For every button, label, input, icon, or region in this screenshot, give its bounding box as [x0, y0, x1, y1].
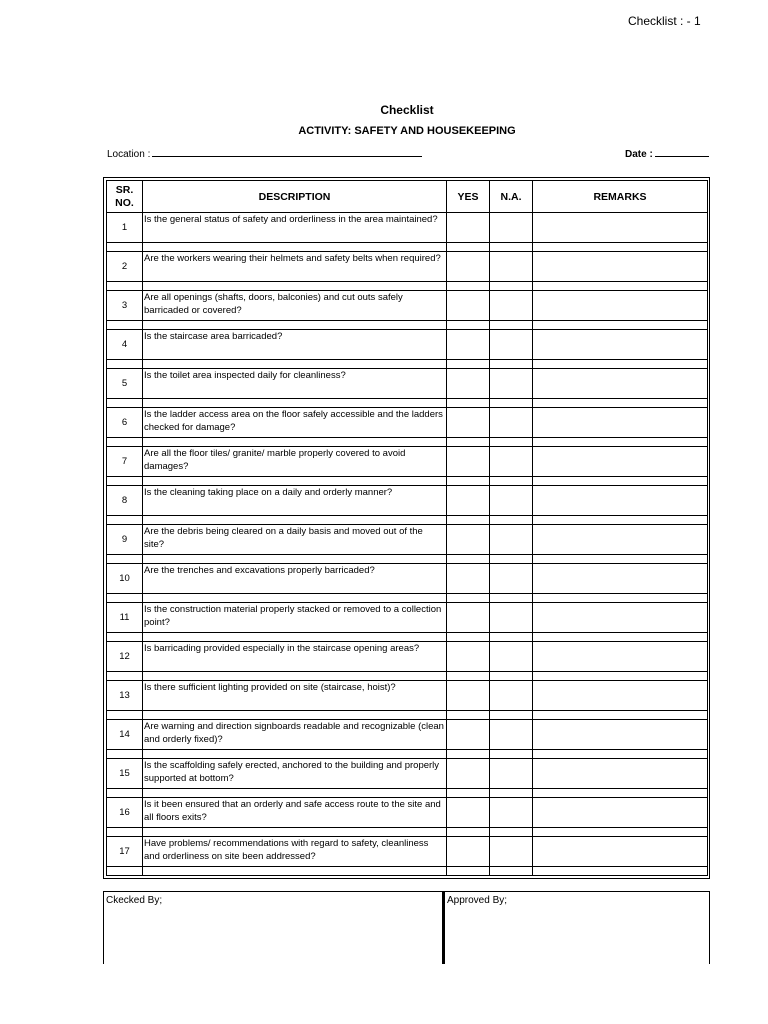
- spacer-cell: [533, 438, 708, 447]
- checklist-table: [106, 180, 708, 876]
- row-spacer: [107, 672, 708, 681]
- description-cell: Is the general status of safety and orderliness in the area maintained?: [143, 213, 447, 243]
- remarks-cell[interactable]: [533, 603, 708, 633]
- column-header-yes: YES: [447, 181, 490, 213]
- row-spacer: [107, 594, 708, 603]
- description-cell: Are the debris being cleared on a daily basis and moved out of the site?: [143, 525, 447, 555]
- table-row: [107, 720, 708, 750]
- row-spacer: [107, 828, 708, 837]
- spacer-cell: [143, 867, 447, 876]
- activity-title: ACTIVITY: SAFETY AND HOUSEKEEPING: [298, 125, 516, 137]
- spacer-cell: [490, 750, 533, 759]
- row-spacer: [107, 711, 708, 720]
- spacer-cell: [447, 282, 490, 291]
- yes-checkbox-cell[interactable]: [447, 330, 490, 360]
- spacer-cell: [533, 321, 708, 330]
- row-spacer: [107, 867, 708, 876]
- spacer-cell: [143, 711, 447, 720]
- spacer-cell: [533, 594, 708, 603]
- sr-no-cell: 12: [107, 642, 143, 672]
- spacer-cell: [533, 828, 708, 837]
- remarks-cell[interactable]: [533, 798, 708, 828]
- spacer-cell: [447, 516, 490, 525]
- remarks-cell[interactable]: [533, 486, 708, 516]
- spacer-cell: [490, 789, 533, 798]
- yes-checkbox-cell[interactable]: [447, 447, 490, 477]
- table-row: [107, 798, 708, 828]
- spacer-cell: [490, 555, 533, 564]
- spacer-cell: [107, 711, 143, 720]
- yes-checkbox-cell[interactable]: [447, 837, 490, 867]
- spacer-cell: [490, 360, 533, 369]
- description-cell: Are the workers wearing their helmets and safety belts when required?: [143, 252, 447, 282]
- date-field: [625, 147, 709, 160]
- spacer-cell: [533, 477, 708, 486]
- spacer-cell: [490, 477, 533, 486]
- column-header-description: DESCRIPTION: [143, 181, 447, 213]
- spacer-cell: [107, 867, 143, 876]
- spacer-cell: [447, 867, 490, 876]
- table-row: [107, 837, 708, 867]
- yes-checkbox-cell[interactable]: [447, 291, 490, 321]
- remarks-cell[interactable]: [533, 369, 708, 399]
- table-row: [107, 408, 708, 438]
- spacer-cell: [490, 633, 533, 642]
- yes-checkbox-cell[interactable]: [447, 642, 490, 672]
- spacer-cell: [107, 672, 143, 681]
- spacer-cell: [143, 399, 447, 408]
- spacer-cell: [143, 672, 447, 681]
- spacer-cell: [447, 360, 490, 369]
- na-checkbox-cell[interactable]: [490, 252, 533, 282]
- remarks-cell[interactable]: [533, 291, 708, 321]
- description-cell: Is there sufficient lighting provided on site (staircase, hoist)?: [143, 681, 447, 711]
- description-cell: Have problems/ recommendations with regard to safety, cleanliness and orderliness on site been addressed?: [143, 837, 447, 867]
- column-header-sr-no: SR. NO.: [107, 181, 143, 213]
- na-checkbox-cell[interactable]: [490, 564, 533, 594]
- description-cell: Are warning and direction signboards readable and recognizable (clean and orderly fixed)?: [143, 720, 447, 750]
- na-checkbox-cell[interactable]: [490, 486, 533, 516]
- yes-checkbox-cell[interactable]: [447, 681, 490, 711]
- spacer-cell: [447, 243, 490, 252]
- spacer-cell: [107, 555, 143, 564]
- yes-checkbox-cell[interactable]: [447, 213, 490, 243]
- row-spacer: [107, 516, 708, 525]
- date-label: Date :: [625, 149, 653, 160]
- column-header-na: N.A.: [490, 181, 533, 213]
- spacer-cell: [143, 438, 447, 447]
- spacer-cell: [533, 711, 708, 720]
- remarks-cell[interactable]: [533, 447, 708, 477]
- remarks-cell[interactable]: [533, 330, 708, 360]
- row-spacer: [107, 555, 708, 564]
- spacer-cell: [107, 477, 143, 486]
- description-cell: Are the trenches and excavations properly barricaded?: [143, 564, 447, 594]
- spacer-cell: [107, 243, 143, 252]
- spacer-cell: [533, 399, 708, 408]
- description-cell: Is the ladder access area on the floor safely accessible and the ladders checked for damage?: [143, 408, 447, 438]
- table-row: [107, 369, 708, 399]
- sr-no-cell: 11: [107, 603, 143, 633]
- spacer-cell: [107, 438, 143, 447]
- sr-no-cell: 7: [107, 447, 143, 477]
- table-row: [107, 486, 708, 516]
- spacer-cell: [490, 321, 533, 330]
- spacer-cell: [447, 633, 490, 642]
- na-checkbox-cell[interactable]: [490, 291, 533, 321]
- na-checkbox-cell[interactable]: [490, 603, 533, 633]
- spacer-cell: [533, 516, 708, 525]
- yes-checkbox-cell[interactable]: [447, 759, 490, 789]
- row-spacer: [107, 399, 708, 408]
- table-row: [107, 603, 708, 633]
- yes-checkbox-cell[interactable]: [447, 486, 490, 516]
- table-row: [107, 447, 708, 477]
- spacer-cell: [143, 243, 447, 252]
- description-cell: Is barricading provided especially in the staircase opening areas?: [143, 642, 447, 672]
- location-label: Location :: [107, 149, 151, 160]
- spacer-cell: [447, 555, 490, 564]
- description-cell: Is the scaffolding safely erected, anchored to the building and properly supported at bottom?: [143, 759, 447, 789]
- column-header-remarks: REMARKS: [533, 181, 708, 213]
- checklist-rows: [107, 213, 708, 876]
- sr-no-cell: 9: [107, 525, 143, 555]
- yes-checkbox-cell[interactable]: [447, 408, 490, 438]
- approved-by-label: Approved By;: [447, 895, 508, 906]
- spacer-cell: [447, 672, 490, 681]
- spacer-cell: [490, 828, 533, 837]
- description-cell: Is the construction material properly stacked or removed to a collection point?: [143, 603, 447, 633]
- spacer-cell: [447, 750, 490, 759]
- signature-divider: [442, 892, 445, 964]
- spacer-cell: [447, 321, 490, 330]
- yes-checkbox-cell[interactable]: [447, 252, 490, 282]
- description-cell: Are all the floor tiles/ granite/ marble properly covered to avoid damages?: [143, 447, 447, 477]
- location-field: [107, 147, 422, 160]
- spacer-cell: [143, 594, 447, 603]
- row-spacer: [107, 360, 708, 369]
- yes-checkbox-cell[interactable]: [447, 525, 490, 555]
- yes-checkbox-cell[interactable]: [447, 369, 490, 399]
- table-row: [107, 759, 708, 789]
- na-checkbox-cell[interactable]: [490, 720, 533, 750]
- sr-no-cell: 4: [107, 330, 143, 360]
- table-row: [107, 525, 708, 555]
- sr-no-cell: 1: [107, 213, 143, 243]
- spacer-cell: [447, 711, 490, 720]
- yes-checkbox-cell[interactable]: [447, 720, 490, 750]
- date-blank-line[interactable]: [655, 147, 709, 157]
- spacer-cell: [107, 516, 143, 525]
- spacer-cell: [490, 438, 533, 447]
- spacer-cell: [107, 633, 143, 642]
- description-cell: Are all openings (shafts, doors, balconies) and cut outs safely barricaded or covered?: [143, 291, 447, 321]
- table-row: [107, 681, 708, 711]
- checklist-table-frame: [103, 177, 710, 879]
- remarks-cell[interactable]: [533, 564, 708, 594]
- spacer-cell: [107, 594, 143, 603]
- row-spacer: [107, 282, 708, 291]
- spacer-cell: [107, 828, 143, 837]
- row-spacer: [107, 438, 708, 447]
- remarks-cell[interactable]: [533, 837, 708, 867]
- remarks-cell[interactable]: [533, 681, 708, 711]
- spacer-cell: [107, 789, 143, 798]
- spacer-cell: [447, 789, 490, 798]
- sr-no-cell: 6: [107, 408, 143, 438]
- na-checkbox-cell[interactable]: [490, 408, 533, 438]
- spacer-cell: [107, 321, 143, 330]
- na-checkbox-cell[interactable]: [490, 369, 533, 399]
- spacer-cell: [533, 789, 708, 798]
- signature-section: [103, 891, 710, 964]
- sr-no-cell: 3: [107, 291, 143, 321]
- sr-no-cell: 2: [107, 252, 143, 282]
- spacer-cell: [490, 399, 533, 408]
- sr-no-cell: 15: [107, 759, 143, 789]
- remarks-cell[interactable]: [533, 525, 708, 555]
- spacer-cell: [107, 750, 143, 759]
- yes-checkbox-cell[interactable]: [447, 603, 490, 633]
- remarks-cell[interactable]: [533, 252, 708, 282]
- description-cell: Is it been ensured that an orderly and safe access route to the site and all floors exits?: [143, 798, 447, 828]
- sr-no-cell: 5: [107, 369, 143, 399]
- sr-no-cell: 16: [107, 798, 143, 828]
- row-spacer: [107, 477, 708, 486]
- row-spacer: [107, 633, 708, 642]
- spacer-cell: [447, 399, 490, 408]
- spacer-cell: [143, 633, 447, 642]
- spacer-cell: [447, 828, 490, 837]
- spacer-cell: [490, 594, 533, 603]
- spacer-cell: [447, 477, 490, 486]
- sr-no-cell: 8: [107, 486, 143, 516]
- spacer-cell: [107, 282, 143, 291]
- spacer-cell: [143, 828, 447, 837]
- spacer-cell: [533, 633, 708, 642]
- spacer-cell: [107, 399, 143, 408]
- na-checkbox-cell[interactable]: [490, 798, 533, 828]
- description-cell: Is the toilet area inspected daily for cleanliness?: [143, 369, 447, 399]
- row-spacer: [107, 789, 708, 798]
- na-checkbox-cell[interactable]: [490, 759, 533, 789]
- spacer-cell: [490, 711, 533, 720]
- spacer-cell: [143, 750, 447, 759]
- na-checkbox-cell[interactable]: [490, 681, 533, 711]
- spacer-cell: [107, 360, 143, 369]
- yes-checkbox-cell[interactable]: [447, 798, 490, 828]
- na-checkbox-cell[interactable]: [490, 525, 533, 555]
- remarks-cell[interactable]: [533, 408, 708, 438]
- table-row: [107, 564, 708, 594]
- spacer-cell: [533, 360, 708, 369]
- na-checkbox-cell[interactable]: [490, 447, 533, 477]
- na-checkbox-cell[interactable]: [490, 213, 533, 243]
- spacer-cell: [490, 282, 533, 291]
- spacer-cell: [143, 321, 447, 330]
- page-reference: Checklist : - 1: [628, 14, 701, 28]
- spacer-cell: [533, 672, 708, 681]
- spacer-cell: [447, 438, 490, 447]
- spacer-cell: [143, 282, 447, 291]
- remarks-cell[interactable]: [533, 642, 708, 672]
- checked-by-label: Ckecked By;: [106, 895, 163, 906]
- na-checkbox-cell[interactable]: [490, 330, 533, 360]
- table-row: [107, 642, 708, 672]
- sr-no-cell: 10: [107, 564, 143, 594]
- spacer-cell: [533, 243, 708, 252]
- row-spacer: [107, 243, 708, 252]
- table-row: [107, 252, 708, 282]
- spacer-cell: [533, 555, 708, 564]
- table-header-row: [107, 181, 708, 213]
- spacer-cell: [143, 516, 447, 525]
- remarks-cell[interactable]: [533, 213, 708, 243]
- spacer-cell: [533, 867, 708, 876]
- sr-no-cell: 17: [107, 837, 143, 867]
- spacer-cell: [490, 867, 533, 876]
- location-blank-line[interactable]: [152, 147, 422, 157]
- na-checkbox-cell[interactable]: [490, 642, 533, 672]
- row-spacer: [107, 750, 708, 759]
- remarks-cell[interactable]: [533, 720, 708, 750]
- spacer-cell: [143, 477, 447, 486]
- table-row: [107, 330, 708, 360]
- description-cell: Is the cleaning taking place on a daily and orderly manner?: [143, 486, 447, 516]
- row-spacer: [107, 321, 708, 330]
- spacer-cell: [143, 555, 447, 564]
- spacer-cell: [143, 360, 447, 369]
- yes-checkbox-cell[interactable]: [447, 564, 490, 594]
- spacer-cell: [490, 516, 533, 525]
- table-row: [107, 213, 708, 243]
- remarks-cell[interactable]: [533, 759, 708, 789]
- document-title: Checklist: [380, 103, 434, 117]
- spacer-cell: [447, 594, 490, 603]
- spacer-cell: [490, 672, 533, 681]
- spacer-cell: [533, 282, 708, 291]
- spacer-cell: [490, 243, 533, 252]
- sr-no-cell: 14: [107, 720, 143, 750]
- spacer-cell: [143, 789, 447, 798]
- sr-no-cell: 13: [107, 681, 143, 711]
- na-checkbox-cell[interactable]: [490, 837, 533, 867]
- spacer-cell: [533, 750, 708, 759]
- description-cell: Is the staircase area barricaded?: [143, 330, 447, 360]
- table-row: [107, 291, 708, 321]
